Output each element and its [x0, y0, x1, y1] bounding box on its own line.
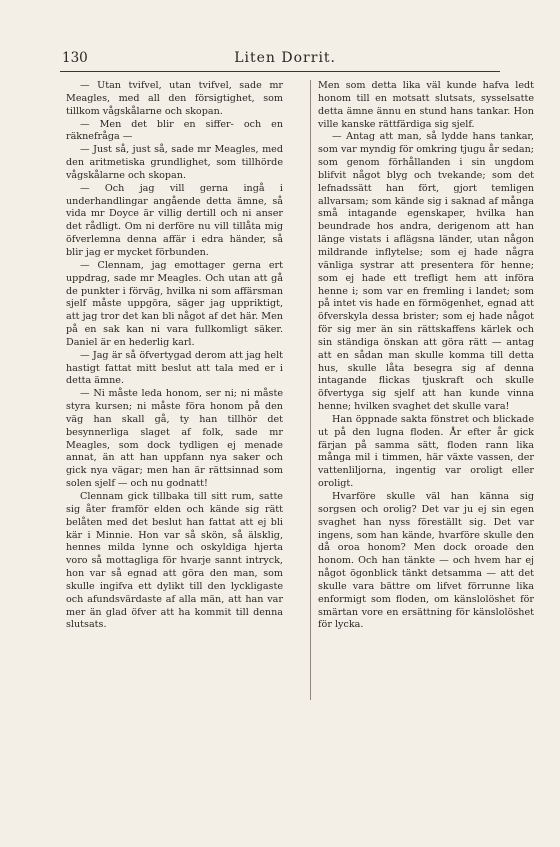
paragraph: — Clennam, jag emottager gerna ert uppdrag, sade mr Meagles. Och utan att gå de punkter i förväg, hvilka ni som affärsman sjelf måste uppgöra, säger jag uppriktigt, att jag tror det kan bli något af det här. Men på en sak kan ni vara fullkomligt säker. Daniel är en hederlig karl. [66, 259, 283, 348]
paragraph: Han öppnade sakta fönstret och blickade ut på den lugna floden. År efter år gick färjan på samma sätt, floden rann lika många mil i timmen, här växte vassen, der vattenliljorna, ingentig var oroligt eller oroligt. [318, 413, 534, 490]
paragraph: — Just så, just så, sade mr Meagles, med den aritmetiska grundlighet, som tillhörde vågskålarne och skopan. [66, 144, 283, 181]
left-column [66, 80, 283, 632]
header-rule [60, 71, 500, 72]
running-title: Liten Dorrit. [234, 50, 336, 66]
right-column [318, 80, 534, 632]
paragraph: Hvarföre skulle väl han känna sig sorgsen och orolig? Det var ju ej sin egen svaghet han nyss föreställt sig. Det var ingens, som han kände, hvarföre skulle den då oroa honom? Men dock oroade den honom. Och han tänkte — och hvem har ej något ögonblick tänkt detsamma — att det skulle vara bättre om lifvet förrunne lika enformigt som floden, om känslolöshet för smärtan vore en ersättning för känslolöshet för lycka. [318, 491, 534, 631]
page-header [62, 50, 486, 72]
paragraph: — Antag att man, så lydde hans tankar, som var myndig för omkring tjugu år sedan; som genom förhållanden i sin ungdom blifvit något blyg och tvekande; som det lefnadssätt han fört, gjort temligen allvarsam; som kände sig i saknad af många små intagande egenskaper, hvilka han beundrade hos andra, derigenom att han länge vistats i aflägsna länder, utan någon mildrande inflytelse; som ej hade några vänliga systrar att presentera för henne; som ej hade ett trefligt hem att införa henne i; som var en fremling i landet; som på intet vis hade en förmögenhet, egnad att öfverskyla dessa brister; som ej hade något för sig mer än sin rättskaffens kärlek och sin ständiga önskan att göra rätt — antag att en sådan man skulle komma till detta hus, skulle låta besegra sig af denna intagande flickas tjuskraft och skulle öfvertyga sig sjelf att han kunde vinna henne; hvilken svaghet det skulle vara! [318, 131, 534, 413]
paragraph: — Utan tvifvel, utan tvifvel, sade mr Meagles, med all den försigtighet, som tillkom vågskålarne och skopan. [66, 80, 283, 117]
paragraph: — Men det blir en siffer- och en räknefråga — [66, 118, 283, 143]
paragraph: — Och jag vill gerna ingå i underhandlingar angående detta ämne, så vida mr Doyce är villig dertill och ni anser det rådligt. Om ni derföre nu vill tillåta mig öfverlemna denna affär i edra händer, så blir jag er mycket förbunden. [66, 182, 283, 258]
paragraph: — Jag är så öfvertygad derom att jag helt hastigt fattat mitt beslut att tala med er i detta ämne. [66, 349, 283, 387]
paragraph: Clennam gick tillbaka till sitt rum, satte sig åter framför elden och kände sig rätt belåten med det beslut han fattat att ej bli kär i Minnie. Hon var så skön, så älsklig, hennes milda lynne och oskyldiga hjerta voro så mottagliga för hvarje sannt intryck, hon var så egnad att göra den man, som skulle ingifva ett dylikt till den lyckligaste och afundsvärdaste af alla män, att han var mer än glad öfver att ha kommit till denna slutsats. [66, 491, 283, 631]
paragraph: Men som detta lika väl kunde hafva ledt honom till en motsatt slutsats, sysselsatte detta ämne ännu en stund hans tankar. Hon ville kanske rättfärdiga sig sjelf. [318, 80, 534, 130]
column-divider [310, 80, 311, 700]
page-number: 130 [62, 50, 88, 66]
paragraph: — Ni måste leda honom, ser ni; ni måste styra kursen; ni måste föra honom på den väg han skall gå, ty han tillhör det besynnerliga slaget af folk, sade mr Meagles, som dock tydligen ej menade annat, än att han uppfann nya saker och gick nya vägar; men han är rättsinnad som solen sjelf — och nu godnatt! [66, 388, 283, 490]
